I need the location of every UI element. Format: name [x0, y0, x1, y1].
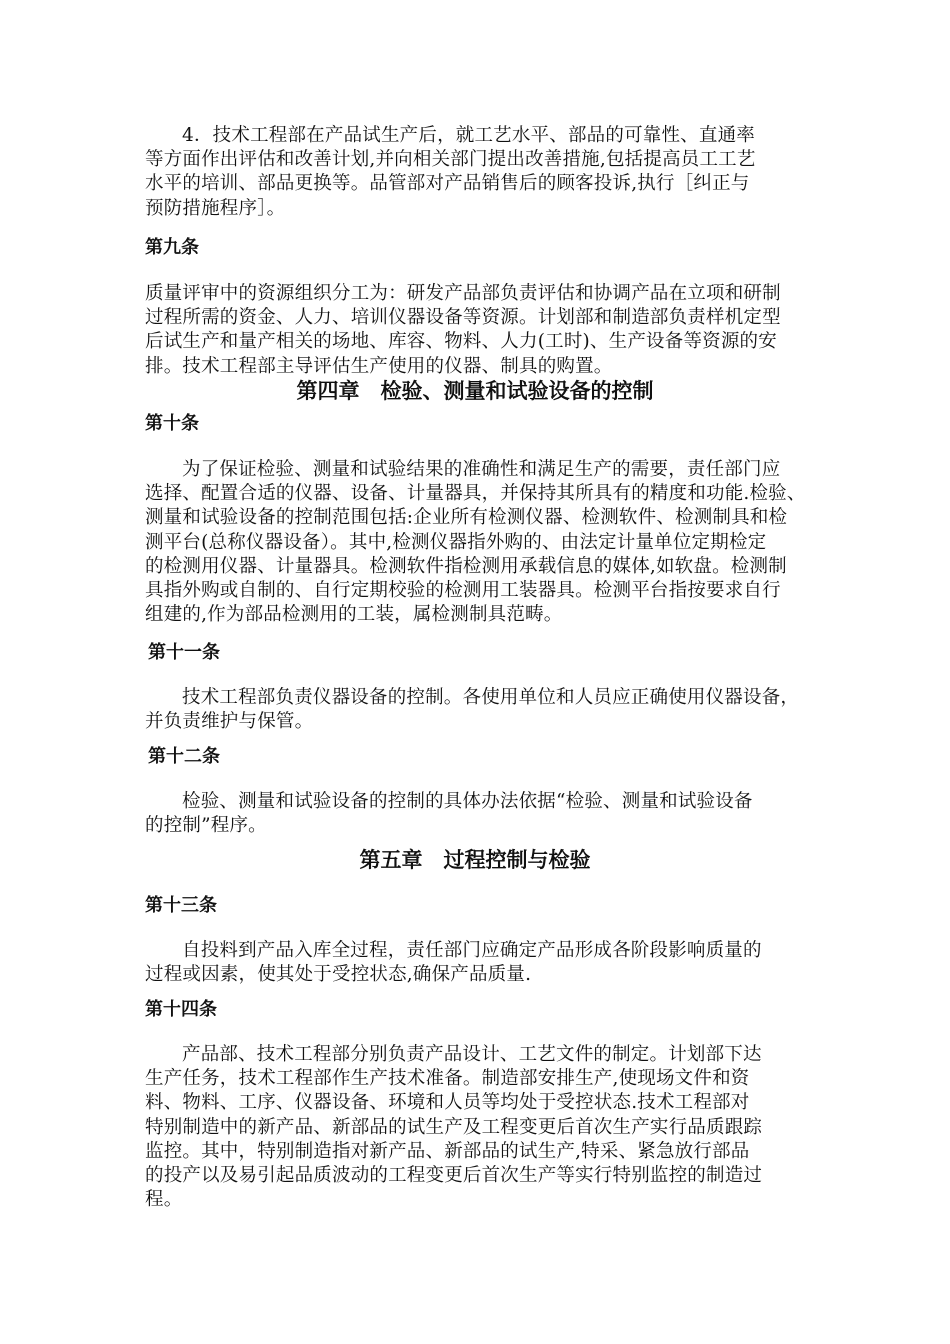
paragraph-text: 为了保证检验、测量和试验结果的准确性和满足生产的需要，责任部门应 选择、配置合适的仪器、设备、计量器具，并保持其所具有的精度和功能.检验、 测量和试验设备的控制范围包括:企业所有检测仪器、检测软件、检测制具和检 测平台(总称仪器设备）。其中,检测仪器指外购的、由法定计量单位定期检定 的检测用仪器、计量器具。检测软件指检测用承载信息的媒体,如软盘。检测制 具指外购或自制的、自行定期校验的检测用工装器具。检测平台指按要求自行 组建的,作为部品检测用的工装，属检测制具范畴。: [145, 459, 806, 626]
article-heading-12: 第十二条: [148, 746, 220, 767]
article-heading-13: 第十三条: [145, 895, 217, 916]
paragraph-9: [145, 282, 825, 379]
chapter-heading-4: 第四章 检验、测量和试验设备的控制: [296, 379, 654, 403]
article-heading-10: 第十条: [145, 413, 199, 434]
paragraph-12: [145, 790, 825, 838]
paragraph-text: 技术工程部负责仪器设备的控制。各使用单位和人员应正确使用仪器设备， 并负责维护与保管。: [145, 687, 800, 733]
paragraph-text: 自投料到产品入库全过程，责任部门应确定产品形成各阶段影响质量的 过程或因素，使其处于受控状态,确保产品质量.: [145, 940, 762, 986]
article-heading-9: 第九条: [145, 237, 199, 258]
paragraph-13: [145, 939, 825, 987]
paragraph-8-4: [145, 124, 825, 221]
paragraph-11: [145, 686, 825, 734]
paragraph-text: 检验、测量和试验设备的控制的具体办法依据“检验、测量和试验设备 的控制”程序。: [145, 791, 753, 837]
paragraph-text: 产品部、技术工程部分别负责产品设计、工艺文件的制定。计划部下达 生产任务，技术工程部作生产技术准备。制造部安排生产,使现场文件和资 料、物料、工序、仪器设备、环境和人员等均处于受控状态.技术工程部对 特别制造中的新产品、新部品的试生产及工程变更后首次生产实行品质跟踪 监控。其中，特别制造指对新产品、新部品的试生产,特采、紧急放行部品 的投产以及易引起品质波动的工程变更后首次生产等实行特别监控的制造过 程。: [145, 1044, 763, 1211]
paragraph-text: 4．技术工程部在产品试生产后，就工艺水平、部品的可靠性、直通率 等方面作出评估和改善计划,并向相关部门提出改善措施,包括提高员工工艺 水平的培训、部品更换等。品管部对产品销售后的顾客投诉,执行［纠正与 预防措施程序］。: [145, 125, 756, 219]
chapter-heading-5: 第五章 过程控制与检验: [359, 848, 591, 872]
article-heading-14: 第十四条: [145, 999, 217, 1020]
paragraph-text: 质量评审中的资源组织分工为：研发产品部负责评估和协调产品在立项和研制 过程所需的资金、人力、培训仪器设备等资源。计划部和制造部负责样机定型 后试生产和量产相关的场地、库容、物料、人力(工时)、生产设备等资源的安 排。技术工程部主导评估生产使用的仪器、制具的购置。: [145, 283, 781, 377]
paragraph-14: [145, 1043, 825, 1212]
paragraph-10: [145, 458, 825, 627]
article-heading-11: 第十一条: [148, 642, 220, 663]
